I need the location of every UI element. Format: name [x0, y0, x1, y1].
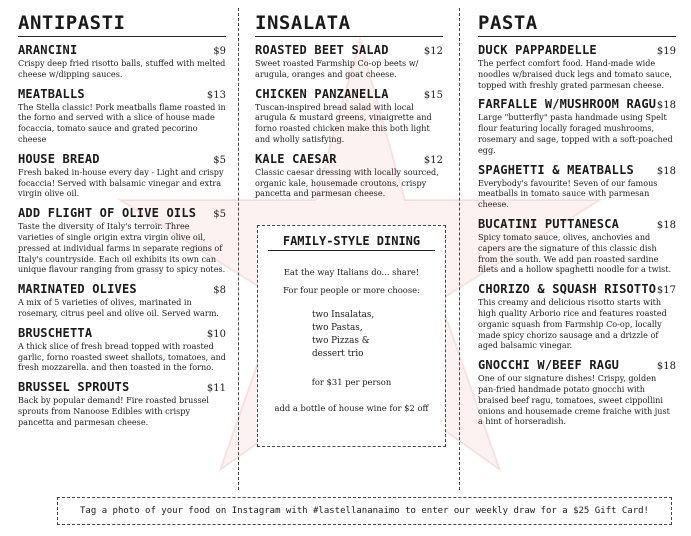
menu-item-price: $8: [213, 285, 226, 297]
family-style-price: for $31 per person: [311, 377, 392, 387]
menu-item-price: $18: [656, 361, 676, 373]
menu-item: [478, 358, 676, 427]
insalata-column: [255, 12, 443, 206]
menu-item-name: KALE CAESAR: [255, 151, 337, 166]
menu-item: [255, 152, 443, 199]
menu-item-header: [478, 163, 676, 177]
menu-item-name: MARINATED OLIVES: [18, 282, 137, 297]
menu-item-header: [255, 43, 443, 57]
menu-item-price: $15: [423, 89, 443, 101]
menu-item-header: [18, 206, 226, 220]
column-divider: [459, 8, 460, 490]
insalata-heading: INSALATA: [255, 12, 351, 34]
menu-item: [18, 87, 226, 145]
menu-item-name: GNOCCHI W/BEEF RAGU: [478, 358, 620, 373]
menu-item-description: One of our signature dishes! Crispy, golden pan-fried handmade potato gnocchi with braised beef ragu, tomatoes, sweet cippollini onions and housemade creme fraiche with just a hint of horseradish.: [478, 373, 670, 427]
menu-item-price: $12: [423, 46, 443, 57]
menu-item-price: $19: [656, 46, 676, 57]
menu-item: [18, 282, 226, 319]
menu-item-name: BUCATINI PUTTANESCA: [478, 216, 620, 231]
menu-item-description: Fresh baked in-house every day - Light and crispy focaccia! Served with balsamic vinegar and extra virgin olive oil.: [18, 166, 224, 199]
menu-item: [478, 163, 676, 210]
family-style-list-item: two Pastas,: [312, 323, 363, 333]
family-style-wine: add a bottle of house wine for $2 off: [274, 403, 429, 413]
menu-item: [18, 380, 226, 427]
menu-item-description: Classic caesar dressing with locally sourced, organic kale, housemade croutons, crispy pancetta and parmesan cheese.: [255, 166, 439, 199]
menu-item-price: $12: [423, 154, 443, 166]
menu-item-header: [18, 326, 226, 340]
menu-item-price: $17: [656, 285, 676, 297]
menu-item-header: [478, 43, 676, 57]
menu-item-name: HOUSE BREAD: [18, 151, 100, 166]
menu-item-description: Back by popular demand! Fire roasted brussel sprouts from Nanoose Edibles with crispy pancetta and parmesan cheese.: [18, 395, 210, 427]
menu-item-description: A mix of 5 varieties of olives, marinated in rosemary, citrus peel and olive oil. Served warm.: [18, 297, 219, 318]
pasta-heading-rule: [478, 36, 676, 37]
menu-item-description: The Stella classic! Pork meatballs flame roasted in the forno and served with a slice of house made focaccia, tomato sauce and grated pecorino cheese: [18, 101, 226, 144]
menu-item: [478, 217, 676, 275]
menu-item-description: Spicy tomato sauce, olives, anchovies and capers are the signature of this classic dish from the south. We add pan roasted sardine filets and a hollow spaghetti noodle for a twist.: [478, 231, 672, 275]
menu-item-price: $10: [206, 328, 226, 340]
family-style-sub: For four people or more choose:: [283, 285, 420, 295]
menu-item-header: [18, 282, 226, 296]
insalata-heading-rule: [255, 36, 443, 37]
antipasti-heading: ANTIPASTI: [18, 12, 126, 34]
menu-item: [478, 97, 676, 155]
menu-item-description: Tuscan-inspired bread salad with local arugula & mustard greens, vinaigrette and forno roasted chicken make this both light and wholly satisfying.: [255, 101, 432, 144]
menu-item: [478, 43, 676, 90]
family-style-list-item: two Pizzas &: [312, 336, 370, 346]
menu-item-name: ADD FLIGHT OF OLIVE OILS: [18, 206, 197, 221]
menu-item-header: [18, 87, 226, 101]
menu-item-name: MEATBALLS: [18, 86, 85, 101]
menu-item-header: [18, 152, 226, 166]
menu-item-name: BRUSSEL SPROUTS: [18, 380, 130, 395]
pasta-list: [478, 43, 676, 427]
family-style-box: [257, 225, 446, 447]
menu-item: [18, 152, 226, 199]
menu-item: [18, 326, 226, 373]
menu-item-name: CHORIZO & SQUASH RISOTTO: [478, 282, 657, 297]
menu-item-price: $5: [213, 154, 226, 166]
menu-item-price: $18: [656, 219, 676, 231]
menu-item-description: Sweet roasted Farmship Co-op beets w/ arugula, oranges and goat cheese.: [255, 58, 419, 79]
menu-item-price: $18: [656, 165, 676, 177]
menu-item-description: Crispy deep fried risotto balls, stuffed with melted cheese w/dipping sauces.: [18, 58, 226, 79]
family-style-list-item: dessert trio: [312, 349, 364, 359]
menu-item-name: BRUSCHETTA: [18, 325, 93, 340]
menu-item-name: SPAGHETTI & MEATBALLS: [478, 162, 634, 177]
menu-item-header: [255, 152, 443, 166]
menu-item-header: [478, 97, 676, 111]
instagram-banner: [57, 497, 672, 525]
antipasti-heading-rule: [18, 36, 226, 37]
menu-item: [478, 282, 676, 351]
menu-item-price: $18: [656, 100, 676, 112]
pasta-column: [478, 12, 676, 434]
menu-item-name: FARFALLE W/MUSHROOM RAGU: [478, 97, 657, 112]
pasta-heading: PASTA: [478, 12, 538, 34]
menu-item-name: DUCK PAPPARDELLE: [478, 43, 597, 57]
menu-item: [18, 43, 226, 80]
family-style-intro: Eat the way Italians do... share!: [283, 267, 420, 277]
menu-item-description: The perfect comfort food. Hand-made wide noodles w/braised duck legs and tomato sauce, topped with freshly grated parmesan cheese.: [478, 58, 672, 90]
menu-item-name: CHICKEN PANZANELLA: [255, 86, 389, 101]
antipasti-column: [18, 12, 226, 435]
menu-item-description: A thick slice of fresh bread topped with roasted garlic, forno roasted sweet shallots, tomatoes, and fresh mozzarella. and then toasted in the forno.: [18, 340, 226, 373]
menu-item-header: [18, 380, 226, 394]
family-style-list: [258, 309, 445, 361]
menu-item-description: Taste the diversity of Italy's terroir. Three varieties of single origin extra virgin olive oil, pressed at individual farms in separate regions of Italy's countryside. Each oil exhibits its own can unique flavour ranging from grassy to spicy notes.: [18, 221, 226, 275]
menu-item-name: ROASTED BEET SALAD: [255, 43, 389, 57]
instagram-banner-text: Tag a photo of your food on Instagram with #lastellananaimo to enter our weekly draw for a $25 Gift Card!: [80, 506, 649, 516]
family-style-title: FAMILY-STYLE DINING: [282, 234, 421, 248]
menu-item-name: ARANCINI: [18, 43, 78, 57]
menu-item: [255, 43, 443, 80]
menu-item-header: [478, 358, 676, 372]
menu-item-price: $5: [213, 209, 226, 221]
menu-item-price: $9: [213, 46, 226, 57]
menu-item-header: [255, 87, 443, 101]
insalata-list: [255, 43, 443, 199]
menu-item-price: $13: [206, 89, 226, 101]
menu-item: [18, 206, 226, 275]
menu-item-price: $11: [206, 383, 226, 395]
family-style-list-item: two Insalatas,: [312, 310, 375, 320]
menu-item-header: [478, 282, 676, 296]
menu-item-description: Large "butterfly" pasta handmade using Spelt flour featuring locally foraged mushrooms, rosemary and sage, topped with a soft-poached egg.: [478, 112, 673, 155]
menu-item-header: [18, 43, 226, 57]
menu-item-description: Everybody's favourite! Seven of our famous meatballs in tomato sauce with parmesan cheese.: [478, 177, 658, 210]
antipasti-list: [18, 43, 226, 428]
column-divider: [238, 8, 239, 490]
menu-item: [255, 87, 443, 145]
menu-item-header: [478, 217, 676, 231]
family-style-rule: [268, 250, 435, 251]
menu-item-description: This creamy and delicious risotto starts with high quality Arborio rice and features roasted organic squash from Farmship Co-op, locally made spicy chorizo sausage and a drizzle of aged balsamic vinegar.: [478, 297, 667, 351]
